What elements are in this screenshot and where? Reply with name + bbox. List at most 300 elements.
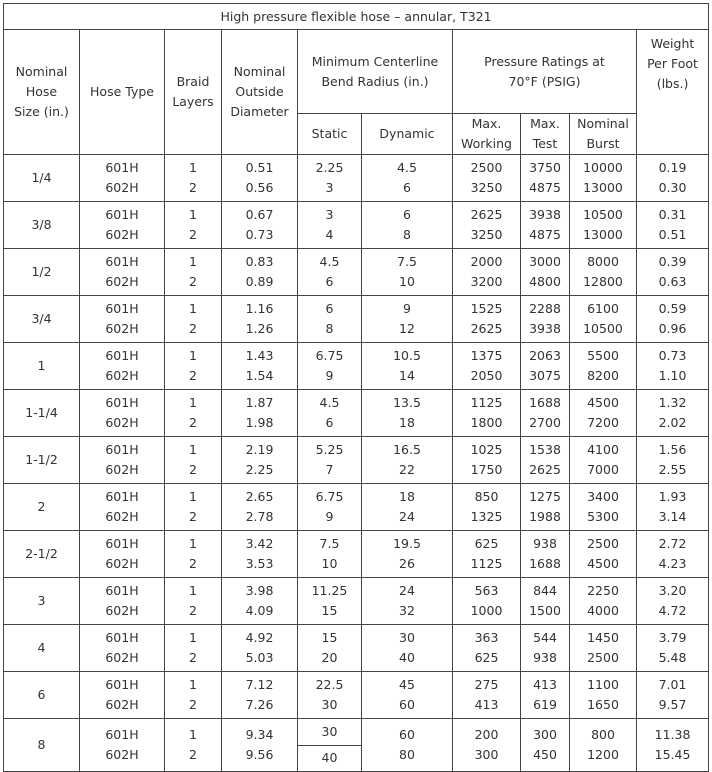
cell-value: 544 <box>533 630 557 645</box>
cell-value: 4.09 <box>245 603 274 618</box>
table-row <box>4 672 709 719</box>
cell-value: 15 <box>321 630 338 645</box>
cell-value: 450 <box>533 747 557 762</box>
cell-value: 13000 <box>583 180 623 195</box>
cell-value: 8000 <box>587 254 619 269</box>
hose-size-cell: 1/2 <box>4 249 80 296</box>
cell-value: 9.34 <box>245 727 274 742</box>
cell-value: 14 <box>399 368 415 383</box>
weight-cell <box>637 672 709 719</box>
cell-value: 7000 <box>587 462 619 477</box>
cell-value: 2 <box>189 180 197 195</box>
cell-value: 11.25 <box>311 583 348 598</box>
cell-value: 602H <box>105 509 139 524</box>
cell-value: 602H <box>105 274 139 289</box>
cell-value: 2050 <box>470 368 503 383</box>
max-test-cell <box>521 202 570 249</box>
cell-value: 30 <box>399 630 415 645</box>
cell-value: 1.87 <box>245 395 274 410</box>
header-outside-diameter: Nominal Outside Diameter <box>222 30 298 155</box>
cell-value: 601H <box>105 395 139 410</box>
cell-value: 3.98 <box>245 583 274 598</box>
cell-value: 0.19 <box>658 160 687 175</box>
cell-value: 6 <box>403 207 411 222</box>
cell-value: 1.54 <box>245 368 274 383</box>
header-hose-type: Hose Type <box>80 30 165 155</box>
hose-size-cell: 1 <box>4 343 80 390</box>
cell-value: 19.5 <box>393 536 421 551</box>
cell-value: 0.31 <box>658 207 687 222</box>
max-test-cell <box>521 484 570 531</box>
cell-value: 1025 <box>470 442 503 457</box>
cell-value: 15.45 <box>654 747 691 762</box>
static-radius-cell <box>298 719 362 772</box>
cell-value: 2700 <box>529 415 561 430</box>
weight-cell <box>637 578 709 625</box>
cell-value: 2 <box>189 509 197 524</box>
dynamic-radius-cell <box>362 719 453 772</box>
hose-type-cell <box>80 719 165 772</box>
max-test-cell <box>521 625 570 672</box>
table-row <box>4 437 709 484</box>
nominal-burst-cell <box>570 578 637 625</box>
hose-size-cell: 2 <box>4 484 80 531</box>
cell-value: 601H <box>105 160 139 175</box>
nominal-burst-cell <box>570 484 637 531</box>
cell-value: 4.23 <box>658 556 687 571</box>
max-working-cell <box>453 249 521 296</box>
max-test-cell <box>521 343 570 390</box>
hose-type-cell <box>80 202 165 249</box>
cell-value: 6 <box>325 415 334 430</box>
cell-value: 3.53 <box>245 556 274 571</box>
cell-value: 413 <box>474 697 499 712</box>
cell-value: 1.43 <box>245 348 274 363</box>
cell-value: 300 <box>533 727 557 742</box>
cell-value: 0.59 <box>658 301 687 316</box>
cell-value: 1.93 <box>658 489 687 504</box>
cell-value: 1.10 <box>658 368 687 383</box>
cell-value: 1125 <box>470 395 503 410</box>
cell-value: 602H <box>105 462 139 477</box>
braid-layers-cell <box>165 343 222 390</box>
cell-value: 2 <box>189 697 197 712</box>
cell-value: 9.57 <box>658 697 687 712</box>
dynamic-radius-cell <box>362 296 453 343</box>
cell-value: 2.25 <box>245 462 274 477</box>
table-row <box>4 296 709 343</box>
weight-cell <box>637 531 709 578</box>
cell-value: 3200 <box>470 274 503 289</box>
max-working-cell <box>453 719 521 772</box>
static-radius-cell <box>298 155 362 202</box>
cell-value: 3 <box>325 180 334 195</box>
cell-value: 1 <box>189 727 197 742</box>
header-pressure-ratings: Pressure Ratings at 70°F (PSIG) <box>453 30 637 114</box>
header-max-working: Max. Working <box>453 114 521 155</box>
max-test-cell <box>521 578 570 625</box>
cell-value: 12 <box>399 321 415 336</box>
cell-value: 15 <box>321 603 338 618</box>
cell-value: 601H <box>105 583 139 598</box>
outside-diameter-cell <box>222 155 298 202</box>
max-test-cell <box>521 249 570 296</box>
hose-size-cell: 1-1/2 <box>4 437 80 484</box>
cell-value: 4.5 <box>397 160 417 175</box>
cell-value: 8 <box>403 227 411 242</box>
cell-value: 7 <box>325 462 334 477</box>
cell-value: 26 <box>399 556 415 571</box>
hose-type-cell <box>80 531 165 578</box>
cell-value: 619 <box>533 697 557 712</box>
dynamic-radius-cell <box>362 672 453 719</box>
cell-value: 2 <box>189 462 197 477</box>
cell-value: 602H <box>105 697 139 712</box>
cell-value: 1325 <box>470 509 503 524</box>
nominal-burst-cell <box>570 719 637 772</box>
static-radius-cell <box>298 343 362 390</box>
dynamic-radius-cell <box>362 484 453 531</box>
weight-cell <box>637 390 709 437</box>
cell-value: 602H <box>105 556 139 571</box>
cell-value: 601H <box>105 630 139 645</box>
cell-value: 2 <box>189 368 197 383</box>
hose-size-cell: 3 <box>4 578 80 625</box>
cell-value: 11.38 <box>654 727 691 742</box>
cell-value: 1538 <box>529 442 561 457</box>
cell-value: 1.56 <box>658 442 687 457</box>
header-dynamic: Dynamic <box>362 114 453 155</box>
cell-value: 24 <box>399 509 415 524</box>
cell-value: 3.42 <box>245 536 274 551</box>
cell-value: 601H <box>105 442 139 457</box>
cell-value: 1125 <box>470 556 503 571</box>
nominal-burst-cell <box>570 296 637 343</box>
cell-value: 16.5 <box>393 442 421 457</box>
static-radius-cell <box>298 531 362 578</box>
static-radius-cell <box>298 390 362 437</box>
cell-value: 24 <box>399 583 415 598</box>
max-working-cell <box>453 672 521 719</box>
cell-value: 6 <box>403 180 411 195</box>
dynamic-radius-cell <box>362 625 453 672</box>
outside-diameter-cell <box>222 249 298 296</box>
cell-value: 2.72 <box>658 536 687 551</box>
cell-value: 1000 <box>470 603 503 618</box>
cell-value: 3250 <box>470 180 503 195</box>
table-row <box>4 155 709 202</box>
cell-value: 1.32 <box>658 395 687 410</box>
cell-value: 7.26 <box>245 697 274 712</box>
static-radius-cell <box>298 672 362 719</box>
table-title: High pressure flexible hose – annular, T321 <box>4 4 709 30</box>
max-working-cell <box>453 202 521 249</box>
cell-value: 32 <box>399 603 415 618</box>
cell-value: 4.92 <box>245 630 274 645</box>
cell-value: 2500 <box>587 536 619 551</box>
cell-value: 1450 <box>587 630 619 645</box>
cell-value: 0.51 <box>245 160 274 175</box>
cell-value: 0.30 <box>658 180 687 195</box>
cell-value: 1375 <box>470 348 503 363</box>
cell-value: 1.16 <box>245 301 274 316</box>
cell-value: 2625 <box>470 321 503 336</box>
cell-value: 6.75 <box>315 348 344 363</box>
braid-layers-cell <box>165 296 222 343</box>
outside-diameter-cell <box>222 343 298 390</box>
cell-value: 800 <box>591 727 615 742</box>
cell-value: 1 <box>189 630 197 645</box>
cell-value: 2.25 <box>315 160 344 175</box>
cell-value: 2 <box>189 274 197 289</box>
braid-layers-cell <box>165 390 222 437</box>
static-radius-cell <box>298 578 362 625</box>
cell-value: 3 <box>325 207 334 222</box>
cell-value: 7.12 <box>245 677 274 692</box>
cell-value: 0.73 <box>658 348 687 363</box>
nominal-burst-cell <box>570 672 637 719</box>
max-working-cell <box>453 437 521 484</box>
cell-value: 4100 <box>587 442 619 457</box>
max-working-cell <box>453 296 521 343</box>
nominal-burst-cell <box>570 390 637 437</box>
cell-value: 1.98 <box>245 415 274 430</box>
cell-value: 22.5 <box>315 677 344 692</box>
table-row <box>4 719 709 772</box>
cell-value: 1 <box>189 583 197 598</box>
max-working-cell <box>453 625 521 672</box>
max-working-cell <box>453 578 521 625</box>
cell-value: 602H <box>105 650 139 665</box>
cell-value: 7200 <box>587 415 619 430</box>
cell-value: 3.20 <box>658 583 687 598</box>
header-braid-layers: Braid Layers <box>165 30 222 155</box>
braid-layers-cell <box>165 531 222 578</box>
cell-value: 2625 <box>529 462 561 477</box>
cell-value: 4.5 <box>319 395 340 410</box>
hose-spec-table <box>3 3 709 772</box>
outside-diameter-cell <box>222 672 298 719</box>
cell-value: 2 <box>189 415 197 430</box>
cell-value: 5300 <box>587 509 619 524</box>
hose-type-cell <box>80 437 165 484</box>
cell-value: 602H <box>105 321 139 336</box>
cell-value: 1 <box>189 348 197 363</box>
braid-layers-cell <box>165 155 222 202</box>
cell-value: 6 <box>325 301 334 316</box>
cell-value: 8200 <box>587 368 619 383</box>
cell-value: 602H <box>105 227 139 242</box>
cell-value: 4500 <box>587 556 619 571</box>
cell-value: 3938 <box>529 321 561 336</box>
cell-value: 0.67 <box>245 207 274 222</box>
weight-cell <box>637 484 709 531</box>
dynamic-radius-cell <box>362 249 453 296</box>
cell-value: 1.26 <box>245 321 274 336</box>
dynamic-radius-cell <box>362 155 453 202</box>
weight-cell <box>637 437 709 484</box>
max-working-cell <box>453 155 521 202</box>
dynamic-radius-cell <box>362 437 453 484</box>
cell-value: 1 <box>189 395 197 410</box>
nominal-burst-cell <box>570 343 637 390</box>
header-nominal-size: Nominal Hose Size (in.) <box>4 30 80 155</box>
cell-value: 10500 <box>583 207 623 222</box>
cell-value: 2063 <box>529 348 561 363</box>
cell-value: 2 <box>189 321 197 336</box>
max-test-cell <box>521 672 570 719</box>
cell-value: 9 <box>403 301 411 316</box>
cell-value: 3000 <box>529 254 561 269</box>
cell-value: 3250 <box>470 227 503 242</box>
cell-value: 6 <box>325 274 334 289</box>
cell-value: 4.5 <box>319 254 340 269</box>
cell-value: 1688 <box>529 395 561 410</box>
cell-value: 10000 <box>583 160 623 175</box>
cell-value: 3400 <box>587 489 619 504</box>
cell-value: 3075 <box>529 368 561 383</box>
cell-value: 0.51 <box>658 227 687 242</box>
cell-value: 5500 <box>587 348 619 363</box>
cell-value: 625 <box>474 650 499 665</box>
cell-value: 200 <box>474 727 499 742</box>
cell-value: 300 <box>474 747 499 762</box>
table-body <box>4 155 709 772</box>
hose-type-cell <box>80 625 165 672</box>
cell-value: 1750 <box>470 462 503 477</box>
dynamic-radius-cell <box>362 343 453 390</box>
cell-value: 2500 <box>587 650 619 665</box>
cell-value: 1200 <box>587 747 619 762</box>
cell-value: 0.73 <box>245 227 274 242</box>
cell-value: 18 <box>399 489 415 504</box>
table-row <box>4 531 709 578</box>
cell-value: 0.89 <box>245 274 274 289</box>
max-working-cell <box>453 343 521 390</box>
hose-type-cell <box>80 578 165 625</box>
nominal-burst-cell <box>570 625 637 672</box>
cell-value: 2 <box>189 747 197 762</box>
cell-value: 9 <box>325 368 334 383</box>
outside-diameter-cell <box>222 578 298 625</box>
weight-cell <box>637 249 709 296</box>
dynamic-radius-cell <box>362 390 453 437</box>
cell-value: 4000 <box>587 603 619 618</box>
cell-value: 60 <box>399 697 415 712</box>
hose-type-cell <box>80 296 165 343</box>
table-row <box>4 625 709 672</box>
outside-diameter-cell <box>222 719 298 772</box>
cell-value: 601H <box>105 348 139 363</box>
cell-value: 3.79 <box>658 630 687 645</box>
cell-value: 4875 <box>529 227 561 242</box>
max-working-cell <box>453 484 521 531</box>
nominal-burst-cell <box>570 531 637 578</box>
cell-value: 3750 <box>529 160 561 175</box>
cell-value: 1 <box>189 160 197 175</box>
cell-value: 601H <box>105 489 139 504</box>
table-row <box>4 249 709 296</box>
braid-layers-cell <box>165 202 222 249</box>
cell-value: 7.5 <box>319 536 340 551</box>
cell-value: 601H <box>105 727 139 742</box>
weight-cell <box>637 719 709 772</box>
cell-value: 1 <box>189 489 197 504</box>
cell-value: 9 <box>325 509 334 524</box>
cell-value: 1 <box>189 442 197 457</box>
cell-value: 2500 <box>470 160 503 175</box>
table-row <box>4 202 709 249</box>
braid-layers-cell <box>165 719 222 772</box>
cell-value: 2.19 <box>245 442 274 457</box>
static-radius-cell <box>298 625 362 672</box>
table-row <box>4 343 709 390</box>
cell-value: 7.01 <box>658 677 687 692</box>
cell-value: 3938 <box>529 207 561 222</box>
cell-value: 20 <box>321 650 338 665</box>
braid-layers-cell <box>165 484 222 531</box>
header-max-test: Max. Test <box>521 114 570 155</box>
cell-value: 938 <box>533 536 557 551</box>
header-weight: Weight Per Foot (lbs.) <box>637 30 709 155</box>
cell-value: 1 <box>189 301 197 316</box>
cell-value: 1988 <box>529 509 561 524</box>
cell-value: 0.56 <box>245 180 274 195</box>
cell-value: 4875 <box>529 180 561 195</box>
max-working-cell <box>453 390 521 437</box>
weight-cell <box>637 296 709 343</box>
cell-value: 938 <box>533 650 557 665</box>
cell-value: 80 <box>399 747 415 762</box>
cell-value: 601H <box>105 207 139 222</box>
cell-value: 6.75 <box>315 489 344 504</box>
max-test-cell <box>521 531 570 578</box>
cell-value: 2625 <box>470 207 503 222</box>
braid-layers-cell <box>165 437 222 484</box>
cell-value: 18 <box>399 415 415 430</box>
cell-value: 1275 <box>529 489 561 504</box>
cell-value: 12800 <box>583 274 623 289</box>
cell-value: 363 <box>474 630 499 645</box>
hose-size-cell: 4 <box>4 625 80 672</box>
cell-value: 10.5 <box>393 348 421 363</box>
hose-type-cell <box>80 484 165 531</box>
cell-value: 5.48 <box>658 650 687 665</box>
outside-diameter-cell <box>222 437 298 484</box>
cell-value: 601H <box>105 301 139 316</box>
cell-value: 9.56 <box>245 747 274 762</box>
cell-value: 601H <box>105 254 139 269</box>
weight-cell <box>637 155 709 202</box>
cell-value: 0.96 <box>658 321 687 336</box>
max-test-cell <box>521 390 570 437</box>
hose-size-cell: 3/4 <box>4 296 80 343</box>
cell-value: 844 <box>533 583 557 598</box>
cell-value: 4 <box>325 227 334 242</box>
braid-layers-cell <box>165 578 222 625</box>
cell-value: 30 <box>321 723 338 739</box>
cell-value: 2.02 <box>658 415 687 430</box>
cell-value: 0.39 <box>658 254 687 269</box>
weight-cell <box>637 343 709 390</box>
cell-value: 10 <box>321 556 338 571</box>
table-row <box>4 484 709 531</box>
max-working-cell <box>453 531 521 578</box>
cell-value: 22 <box>399 462 415 477</box>
cell-value: 1800 <box>470 415 503 430</box>
dynamic-radius-cell <box>362 531 453 578</box>
max-test-cell <box>521 719 570 772</box>
